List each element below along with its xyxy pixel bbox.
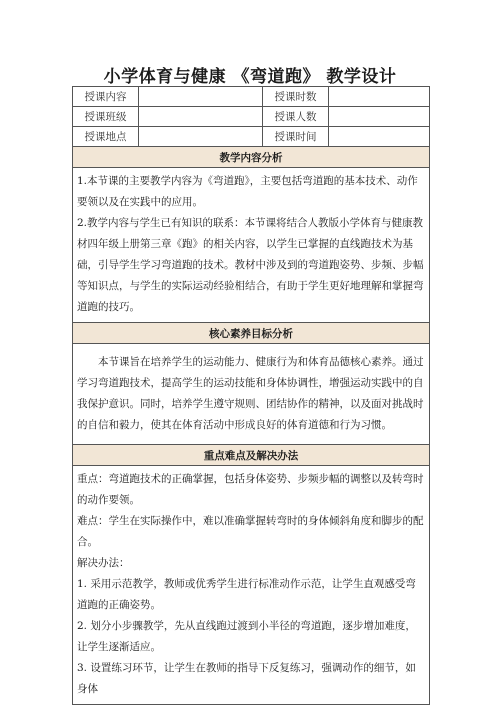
info-value xyxy=(329,127,430,147)
paragraph: 本节课旨在培养学生的运动能力、健康行为和体育品德核心素养。通过学习弯道跑技术，提高学生的运动技能和身体协调性，增强运动实践中的自我保护意识。同时，培养学生遵守规则、团结协作的精神，以及面对挑战时的自信和毅力，使其在体育活动中形成良好的体育道德和行为习惯。 xyxy=(77,356,424,431)
paragraph: 解决办法： xyxy=(77,557,130,569)
info-label: 授课时数 xyxy=(263,87,329,107)
section-body xyxy=(73,344,430,445)
section-body-row xyxy=(73,168,430,323)
section-body-row xyxy=(73,466,430,705)
section-body-row xyxy=(73,344,430,445)
info-row xyxy=(73,87,430,107)
info-row xyxy=(73,107,430,127)
info-value xyxy=(329,107,430,127)
section-body xyxy=(73,168,430,323)
info-label: 授课时间 xyxy=(263,127,329,147)
paragraph: 重点：弯道跑技术的正确掌握，包括身体姿势、步频步幅的调整以及转弯时的动作要领。 xyxy=(77,473,424,506)
info-label: 授课内容 xyxy=(73,87,139,107)
paragraph: 2.教学内容与学生已有知识的联系：本节课将结合人教版小学体育与健康教材四年级上册第三章《跑》的相关内容，以学生已掌握的直线跑技术为基础，引导学生学习弯道跑的技术。教材中涉及到的弯道跑姿势、步频、步幅等知识点，与学生的实际运动经验相结合，有助于学生更好地理解和掌握弯道跑的技巧。 xyxy=(77,217,424,313)
info-row xyxy=(73,127,430,147)
section-heading: 教学内容分析 xyxy=(73,147,430,168)
section-heading-row xyxy=(73,445,430,466)
document-title: 小学体育与健康 《弯道跑》 教学设计 xyxy=(103,67,397,87)
info-value xyxy=(139,127,263,147)
lesson-plan-table xyxy=(72,86,430,705)
section-heading: 重点难点及解决办法 xyxy=(73,445,430,466)
info-label: 授课地点 xyxy=(73,127,139,147)
info-value xyxy=(329,87,430,107)
paragraph: 1.本节课的主要教学内容为《弯道跑》，主要包括弯道跑的基本技术、动作要领以及在实践中的应用。 xyxy=(77,175,418,208)
info-value xyxy=(139,107,263,127)
info-value xyxy=(139,87,263,107)
section-heading: 核心素养目标分析 xyxy=(73,323,430,344)
section-heading-row xyxy=(73,323,430,344)
paragraph: 难点：学生在实际操作中，难以准确掌握转弯时的身体倾斜角度和脚步的配合。 xyxy=(77,515,424,548)
paragraph: 3. 设置练习环节，让学生在教师的指导下反复练习，强调动作的细节，如身体 xyxy=(77,662,416,695)
section-heading-row xyxy=(73,147,430,168)
paragraph: 1. 采用示范教学，教师或优秀学生进行标准动作示范，让学生直观感受弯道跑的正确姿势。 xyxy=(77,578,416,611)
paragraph: 2. 划分小步骤教学，先从直线跑过渡到小半径的弯道跑，逐步增加难度，让学生逐渐适应。 xyxy=(77,620,416,653)
section-body xyxy=(73,466,430,705)
info-label: 授课人数 xyxy=(263,107,329,127)
info-label: 授课班级 xyxy=(73,107,139,127)
